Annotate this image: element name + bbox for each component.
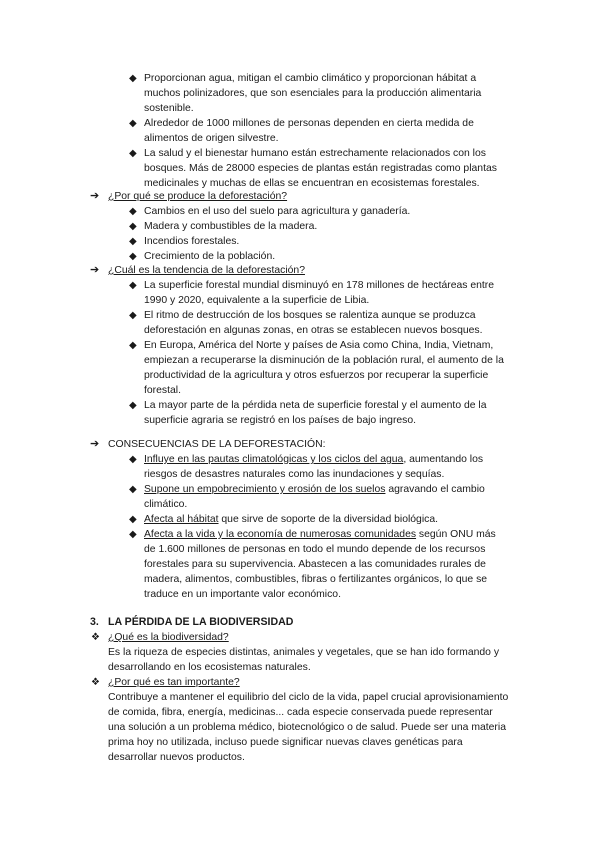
trend-question: ➔ ¿Cuál es la tendencia de la deforestación?: [90, 264, 305, 276]
importance-answer: Contribuye a mantener el equilibrio del ciclo de la vida, papel crucial aprovisionamiento de comida, fibra, energía, medicinas... cada especie conservada puede representar una solución a un problema médico, biotecnológico o de salud. Puede ser una materia prima hoy no utilizada, incluso puede significar nuevas claves genéticas para desarrollar nuevos productos.: [108, 692, 509, 763]
diamond-bullet-icon: ◆: [129, 118, 137, 129]
diamond-bullet-icon: ◆: [129, 221, 137, 232]
causes-section: [0, 189, 600, 264]
list-item: ◆ Proporcionan agua, mitigan el cambio climático y proporcionan hábitat a muchos polinizadores, que son esenciales para la producción alimentaria sostenible.: [129, 73, 482, 114]
diamond-bullet-icon: ◆: [129, 73, 137, 84]
list-item: ◆ Alrededor de 1000 millones de personas dependen en cierta medida de alimentos de origen silvestre.: [129, 118, 474, 144]
diamond-bullet-icon: ◆: [129, 148, 137, 159]
arrow-icon: ➔: [90, 190, 100, 202]
diamond-bullet-icon: ◆: [129, 206, 137, 217]
diamond-bullet-icon: ◆: [129, 280, 137, 291]
diamond-bullet-icon: ◆: [129, 454, 137, 465]
list-item: ◆ Afecta al hábitat que sirve de soporte de la diversidad biológica.: [129, 514, 439, 525]
section-heading: 3. LA PÉRDIDA DE LA BIODIVERSIDAD: [90, 616, 294, 628]
list-item: ◆ Afecta a la vida y la economía de numerosas comunidades según ONU más de 1.600 millones de personas en todo el mundo depende de los recursos forestales para su supervivencia. Abastecen a las comunidades rurales de madera, alimentos, combustibles, fibras o fertilizantes orgánicos, lo que se traduce en un importante valor económico.: [129, 529, 496, 600]
diamond-bullet-icon: ◆: [129, 310, 137, 321]
arrow-icon: ➔: [90, 264, 100, 276]
list-item: ◆ Supone un empobrecimiento y erosión de los suelos agravando el cambio climático.: [129, 484, 485, 510]
causes-question: ➔ ¿Por qué se produce la deforestación?: [90, 190, 288, 202]
list-item: ◆ La superficie forestal mundial disminuyó en 178 millones de hectáreas entre 1990 y 2020, equivalente a la superficie de Libia.: [129, 280, 495, 306]
importance-question: ❖ ¿Por qué es tan importante?: [91, 677, 240, 688]
list-item: ◆ Crecimiento de la población.: [129, 251, 276, 262]
consequences-section: [0, 437, 600, 602]
biodiversity-question: ❖ ¿Qué es la biodiversidad?: [91, 632, 229, 643]
consequences-heading: ➔ CONSECUENCIAS DE LA DEFORESTACIÓN:: [90, 438, 326, 450]
list-item: ◆ Incendios forestales.: [129, 236, 240, 247]
top-bullet-list: [0, 71, 600, 191]
clover-bullet-icon: ❖: [91, 677, 100, 688]
list-item: ◆ Influye en las pautas climatológicas y los ciclos del agua, aumentando los riesgos de desastres naturales como las inundaciones y sequías.: [129, 454, 484, 480]
list-item: ◆ Cambios en el uso del suelo para agricultura y ganadería.: [129, 206, 411, 217]
diamond-bullet-icon: ◆: [129, 529, 137, 540]
list-item: ◆ El ritmo de destrucción de los bosques se ralentiza aunque se produzca deforestación en algunas zonas, en otras se establecen nuevos bosques.: [129, 310, 483, 336]
biodiversity-answer: Es la riqueza de especies distintas, animales y vegetales, que se han ido formando y desarrollando en los ecosistemas naturales.: [108, 647, 500, 673]
clover-bullet-icon: ❖: [91, 632, 100, 643]
diamond-bullet-icon: ◆: [129, 251, 137, 262]
list-item: ◆ La mayor parte de la pérdida neta de superficie forestal y el aumento de la superficie agraria se registró en los países de bajo ingreso.: [129, 400, 487, 426]
diamond-bullet-icon: ◆: [129, 514, 137, 525]
diamond-bullet-icon: ◆: [129, 484, 137, 495]
list-item: ◆ En Europa, América del Norte y países de Asia como China, India, Vietnam, empiezan a recuperarse la disminución de la población rural, el aumento de la productividad de la agricultura y otros esfuerzos por recuperar la superficie forestal.: [129, 340, 504, 396]
list-item: ◆ Madera y combustibles de la madera.: [129, 221, 318, 232]
list-item: ◆ La salud y el bienestar humano están estrechamente relacionados con los bosques. Más de 28000 especies de plantas están registradas como plantas medicinales y muchas de ellas se encuentran en ecosistemas forestales.: [129, 148, 497, 189]
trend-section: [0, 263, 600, 428]
biodiversity-section: [0, 615, 600, 765]
diamond-bullet-icon: ◆: [129, 340, 137, 351]
arrow-icon: ➔: [90, 438, 100, 450]
diamond-bullet-icon: ◆: [129, 400, 137, 411]
diamond-bullet-icon: ◆: [129, 236, 137, 247]
